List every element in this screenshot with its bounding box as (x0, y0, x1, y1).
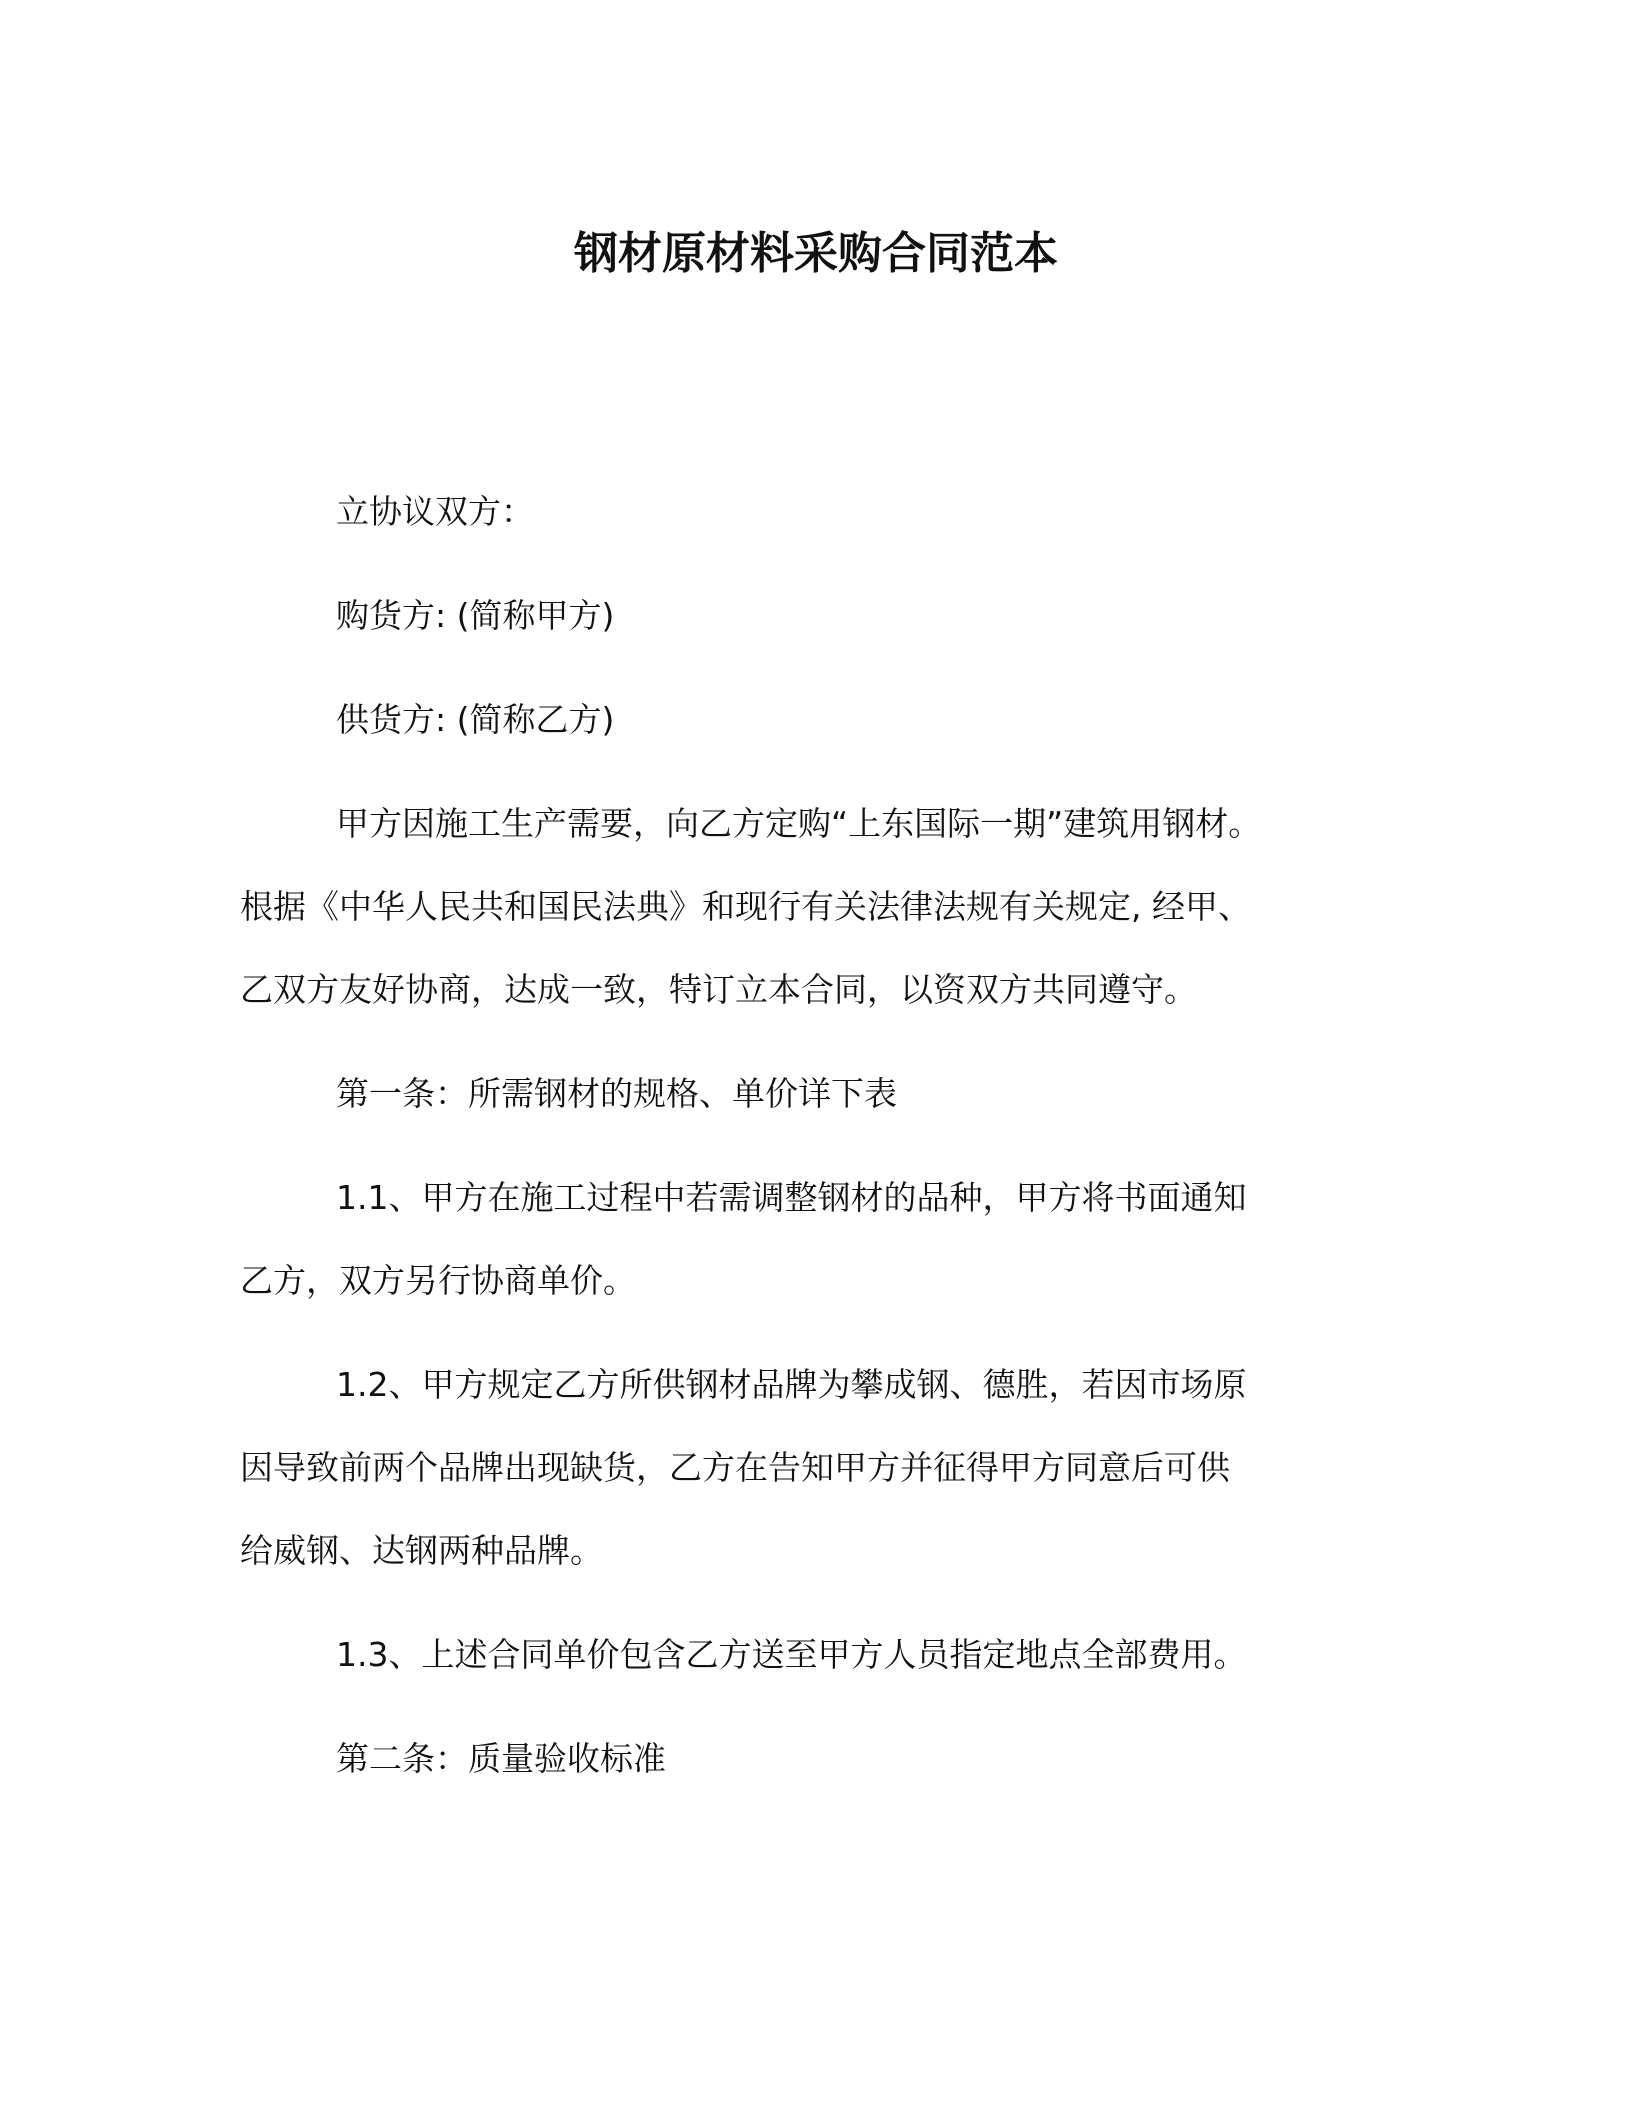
clause-1-2-line-2: 因导致前两个品牌出现缺货，乙方在告知甲方并征得甲方同意后可供 (240, 1448, 1230, 1487)
article-2-heading: 第二条：质量验收标准 (336, 1739, 666, 1778)
clause-1-1-line-1: 1.1、甲方在施工过程中若需调整钢材的品种，甲方将书面通知 (336, 1178, 1247, 1217)
parties-heading: 立协议双方： (336, 492, 534, 531)
intro-line-1: 甲方因施工生产需要，向乙方定购“上东国际一期”建筑用钢材。 (336, 804, 1262, 843)
clause-1-1-line-2: 乙方，双方另行协商单价。 (240, 1261, 636, 1300)
intro-line-3: 乙双方友好协商，达成一致，特订立本合同，以资双方共同遵守。 (240, 970, 1197, 1009)
clause-1-3: 1.3、上述合同单价包含乙方送至甲方人员指定地点全部费用。 (336, 1635, 1247, 1674)
clause-1-2-line-1: 1.2、甲方规定乙方所供钢材品牌为攀成钢、德胜，若因市场原 (336, 1365, 1247, 1404)
document-title: 钢材原材料采购合同范本 (574, 228, 1058, 279)
supplier-line: 供货方: (简称乙方) (336, 700, 615, 739)
article-1-heading: 第一条：所需钢材的规格、单价详下表 (336, 1074, 897, 1113)
clause-1-2-line-3: 给威钢、达钢两种品牌。 (240, 1531, 603, 1570)
buyer-line: 购货方: (简称甲方) (336, 596, 615, 635)
intro-line-2: 根据《中华人民共和国民法典》和现行有关法律法规有关规定, 经甲、 (240, 887, 1251, 926)
